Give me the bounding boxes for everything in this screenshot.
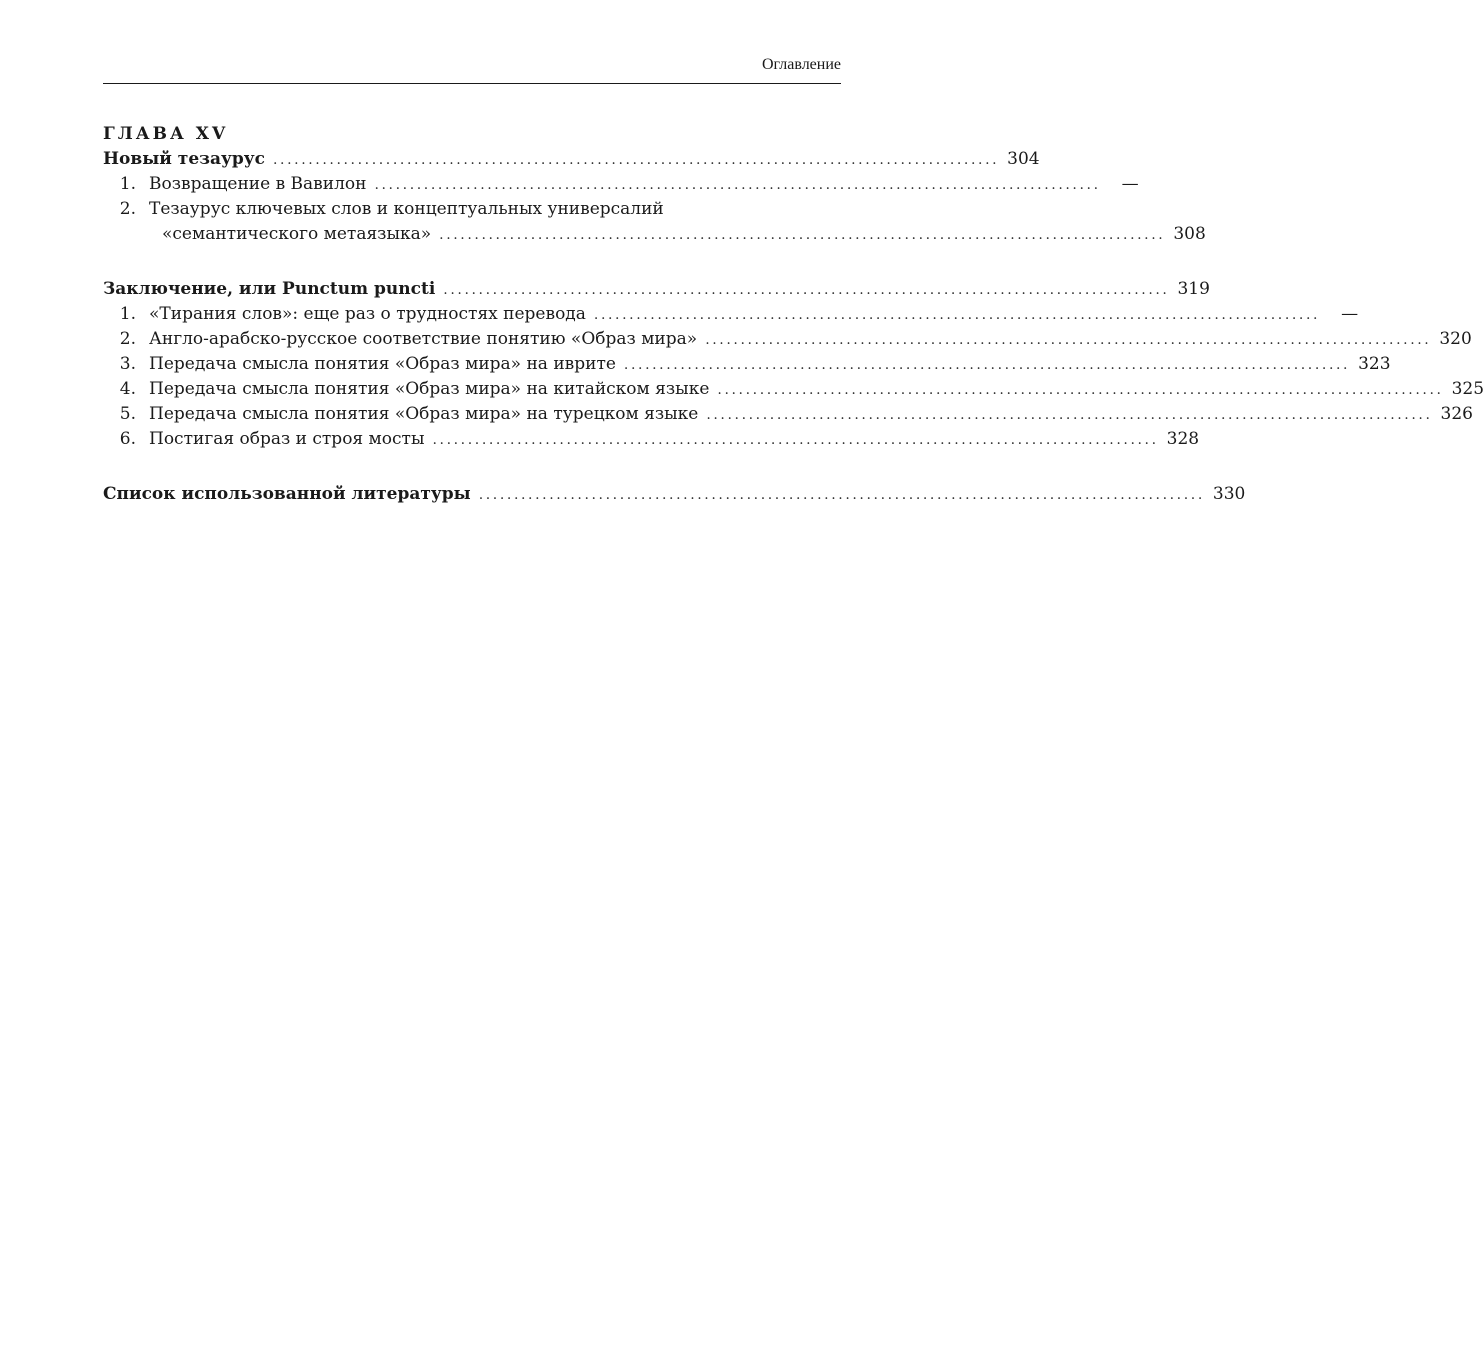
entry-title: Возвращение в Вавилон: [149, 174, 367, 194]
toc-entry-conclusion[interactable]: [103, 277, 1210, 302]
leader-dots: .......................................................................................................: [706, 407, 1433, 423]
page-number: 323: [1358, 354, 1391, 374]
leader-dots: .......................................................................................................: [443, 282, 1170, 298]
page-number: —: [1341, 304, 1359, 324]
page-number: 320: [1439, 329, 1472, 349]
leader-dots: .......................................................................................................: [432, 432, 1159, 448]
page-number: —: [1121, 174, 1139, 194]
leader-dots: .......................................................................................................: [374, 177, 1101, 193]
entry-number: 2.: [119, 199, 136, 219]
entry-title-line-2: «семантического метаязыка»: [162, 224, 432, 244]
entry-title: Передача смысла понятия «Образ мира» на китайском языке: [149, 379, 710, 399]
table-of-contents: [103, 122, 1484, 507]
toc-entry[interactable]: [103, 352, 1391, 377]
page-number: 319: [1177, 279, 1210, 299]
page-number: 326: [1440, 404, 1473, 424]
toc-entry[interactable]: [103, 427, 1200, 452]
entry-number: 6.: [119, 429, 136, 449]
leader-dots: .......................................................................................................: [705, 332, 1432, 348]
leader-dots: .......................................................................................................: [273, 152, 1000, 168]
page-number: 325: [1451, 379, 1484, 399]
entry-title: Англо-арабско-русское соответствие понятию «Образ мира»: [149, 329, 698, 349]
page-number: 330: [1212, 484, 1246, 504]
toc-entry-bibliography[interactable]: [103, 482, 1246, 507]
entry-title: Новый тезаурус: [103, 149, 265, 169]
entry-title: Заключение, или Punctum puncti: [103, 279, 436, 299]
chapter-label: ГЛАВА XV: [103, 124, 229, 144]
page-number: 308: [1173, 224, 1206, 244]
leader-dots: .......................................................................................................: [593, 307, 1321, 323]
entry-title: Постигая образ и строя мосты: [149, 429, 425, 449]
toc-entry-chapter-title[interactable]: [103, 147, 1040, 172]
toc-entry[interactable]: [103, 377, 1484, 402]
entry-title: Передача смысла понятия «Образ мира» на иврите: [149, 354, 616, 374]
toc-entry[interactable]: [103, 172, 1139, 197]
toc-entry-continuation[interactable]: [103, 222, 1206, 247]
leader-dots: .......................................................................................................: [717, 382, 1444, 398]
toc-entry[interactable]: [103, 197, 841, 222]
toc-entry[interactable]: [103, 402, 1473, 427]
entry-number: 5.: [119, 404, 136, 424]
entry-number: 4.: [119, 379, 136, 399]
toc-entry[interactable]: [103, 327, 1472, 352]
page-number: 328: [1166, 429, 1200, 449]
leader-dots: .......................................................................................................: [439, 227, 1166, 243]
toc-entry[interactable]: [103, 302, 1359, 327]
entry-title-line-1: Тезаурус ключевых слов и концептуальных универсалий: [149, 199, 664, 219]
entry-title: Список использованной литературы: [103, 484, 471, 504]
entry-number: 3.: [119, 354, 136, 374]
leader-dots: .......................................................................................................: [623, 357, 1351, 373]
entry-title: Передача смысла понятия «Образ мира» на турецком языке: [149, 404, 699, 424]
running-header: [103, 52, 841, 84]
entry-number: 1.: [119, 304, 136, 324]
entry-number: 2.: [119, 329, 136, 349]
running-title: Оглавление: [761, 56, 841, 73]
entry-title: «Тирания слов»: еще раз о трудностях перевода: [149, 304, 586, 324]
leader-dots: .......................................................................................................: [478, 487, 1205, 503]
page-number: 304: [1007, 149, 1040, 169]
entry-number: 1.: [119, 174, 136, 194]
